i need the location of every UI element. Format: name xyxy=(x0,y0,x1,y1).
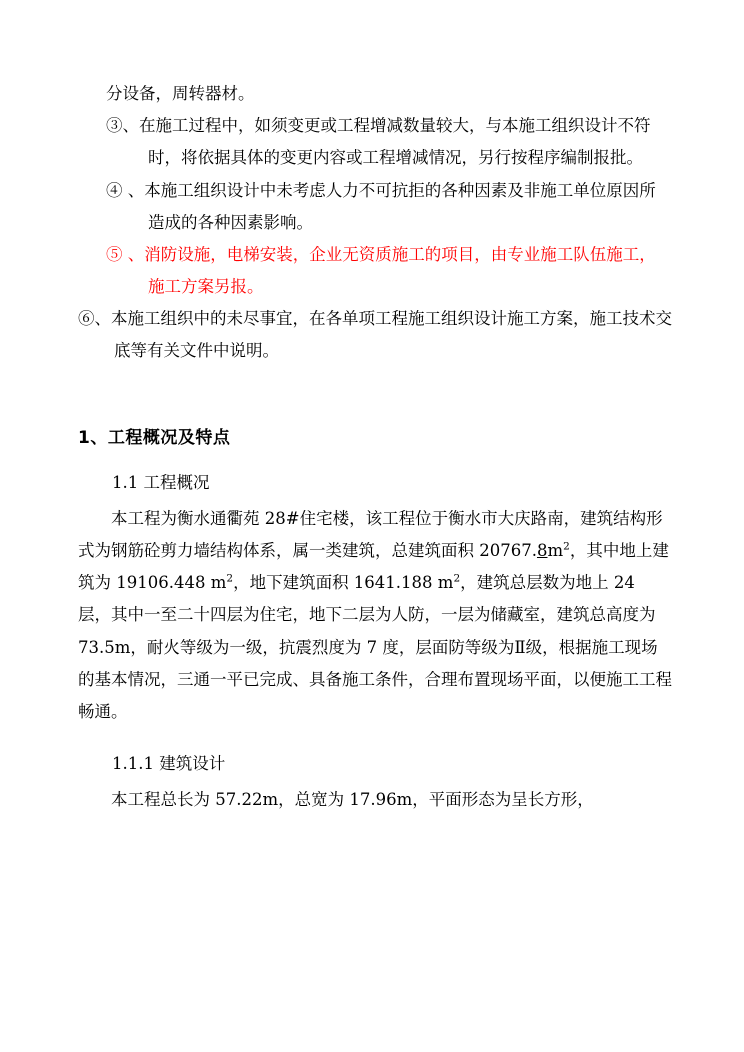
sub-heading-1-1: 1.1 工程概况 xyxy=(112,472,210,492)
document-body xyxy=(78,78,672,816)
list-item xyxy=(78,303,672,367)
architecture-paragraph: 本工程总长为 57.22m，总宽为 17.96m，平面形态为呈长方形， xyxy=(111,790,594,810)
list-marker: ④ 、 xyxy=(106,180,145,200)
list-marker: ③、 xyxy=(106,116,139,136)
section-heading: 1、工程概况及特点 xyxy=(78,427,231,448)
list-item xyxy=(106,110,672,174)
overview-text-underline: 8 xyxy=(536,541,548,561)
sub-heading-1-1-1: 1.1.1 建筑设计 xyxy=(112,754,226,774)
list-item-text: 本施工组织中的未尽事宜，在各单项工程施工组织设计施工方案，施工技术交底等有关文件中说明。 xyxy=(111,309,672,361)
list-item xyxy=(106,175,672,239)
overview-text-1: 本工程为衡水通衢苑 28#住宅楼，该工程位于衡水市大庆路南，建筑结构形式为钢筋砼剪力墙结构体系，属一类建筑，总建筑面积 20767. xyxy=(78,508,663,561)
top-fragment-paragraph: 分设备，周转器材。 xyxy=(106,84,255,103)
list-item-text: 在施工过程中，如须变更或工程增减数量较大，与本施工组织设计不符时，将依据具体的变更内容或工程增减情况，另行按程序编制报批。 xyxy=(139,116,651,168)
list-marker: ⑤ 、 xyxy=(106,244,145,264)
list-item-highlighted xyxy=(106,239,672,303)
overview-text-3: ，地下建筑面积 1641.188 m xyxy=(233,573,454,593)
overview-sup-1: 2 xyxy=(563,540,570,553)
list-marker: ⑥、 xyxy=(78,309,111,329)
paragraph-spacer xyxy=(78,728,672,738)
overview-text-unit: m xyxy=(547,541,564,561)
overview-paragraph xyxy=(78,503,672,728)
list-item-text: 消防设施，电梯安装，企业无资质施工的项目，由专业施工队伍施工，施工方案另报。 xyxy=(144,244,656,297)
overview-sup-2: 2 xyxy=(226,572,234,585)
list-item-text: 本施工组织设计中未考虑人力不可抗拒的各种因素及非施工单位原因所造成的各种因素影响。 xyxy=(144,180,656,232)
overview-text-4: ，建筑总层数为地上 24 层，其中一至二十四层为住宅，地下二层为人防，一层为储藏室，建筑总高度为 73.5m，耐火等级为一级，抗震烈度为 7 度，层面防等级为Ⅱ级，根据施工现场的基本情况，三通一平已完成、具备施工条件，合理布置现场平面，以便施工工程畅通。 xyxy=(78,573,672,721)
overview-text-2: ，其中地上建筑为 19106.448 m xyxy=(78,541,669,593)
section-spacer xyxy=(78,368,672,388)
overview-sup-3: 2 xyxy=(453,572,461,585)
